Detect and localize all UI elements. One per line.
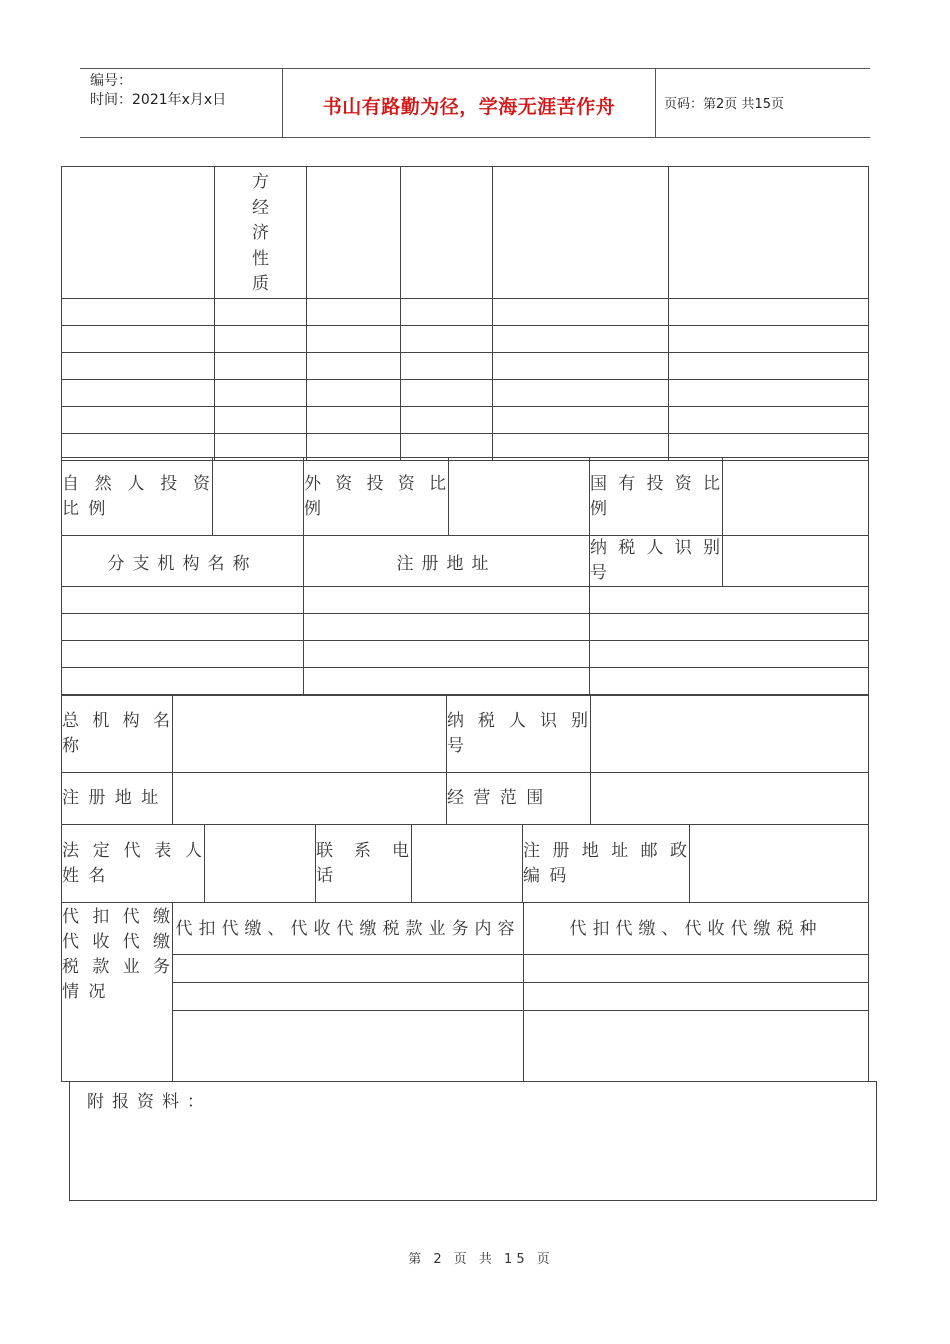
table-cell[interactable] bbox=[307, 352, 401, 379]
hq-taxid-label: 纳 税 人 识 别 号 bbox=[447, 696, 591, 773]
vertical-header-char: 性 bbox=[252, 248, 269, 269]
table-row bbox=[62, 298, 869, 325]
withholding-content-header: 代扣代缴、代收代缴税款业务内容 bbox=[173, 903, 524, 955]
table-cell[interactable] bbox=[215, 352, 307, 379]
page-prefix: 页码：第 bbox=[664, 97, 717, 112]
table-cell[interactable] bbox=[62, 433, 215, 460]
serial-label: 编号： bbox=[90, 73, 132, 89]
table-cell[interactable] bbox=[307, 406, 401, 433]
table-cell[interactable] bbox=[401, 167, 493, 299]
table-cell[interactable] bbox=[401, 379, 493, 406]
phone-field[interactable] bbox=[412, 825, 523, 903]
table-cell[interactable] bbox=[590, 668, 869, 695]
table-cell[interactable] bbox=[173, 955, 524, 983]
vertical-header-char: 质 bbox=[252, 274, 269, 294]
branch-table bbox=[61, 535, 869, 695]
table-cell[interactable] bbox=[590, 641, 869, 668]
table-cell[interactable] bbox=[62, 298, 215, 325]
table-row bbox=[62, 352, 869, 379]
table-cell[interactable] bbox=[493, 379, 669, 406]
withholding-type-header: 代扣代缴、代收代缴税种 bbox=[524, 903, 869, 955]
withholding-table bbox=[61, 902, 869, 1082]
legal-rep-label: 法 定 代 表 人 姓 名 bbox=[62, 825, 205, 903]
table-cell[interactable] bbox=[215, 325, 307, 352]
table-cell[interactable] bbox=[669, 406, 869, 433]
vertical-header-char: 经 bbox=[252, 197, 269, 218]
page-suffix: 页 bbox=[770, 97, 784, 112]
economic-nature-header bbox=[215, 167, 307, 299]
header-meta bbox=[90, 72, 226, 110]
table-row bbox=[62, 955, 869, 983]
table-cell[interactable] bbox=[493, 298, 669, 325]
hq-taxid-field[interactable] bbox=[591, 696, 869, 773]
foreign-ratio-label: 外 资 投 资 比 例 bbox=[304, 458, 449, 536]
table-cell[interactable] bbox=[173, 983, 524, 1011]
table-cell[interactable] bbox=[590, 614, 869, 641]
table-cell[interactable] bbox=[669, 379, 869, 406]
table-row bbox=[62, 433, 869, 460]
investor-table bbox=[61, 166, 869, 461]
table-cell[interactable] bbox=[669, 298, 869, 325]
table-cell[interactable] bbox=[669, 325, 869, 352]
state-ratio-label: 国 有 投 资 比 例 bbox=[590, 458, 723, 536]
table-cell[interactable] bbox=[493, 325, 669, 352]
table-cell[interactable] bbox=[493, 406, 669, 433]
page-header bbox=[80, 68, 870, 138]
hq-scope-field[interactable] bbox=[591, 773, 869, 825]
foreign-ratio-field[interactable] bbox=[449, 458, 590, 536]
table-cell[interactable] bbox=[62, 614, 304, 641]
investment-ratio-table bbox=[61, 457, 869, 536]
table-cell[interactable] bbox=[307, 298, 401, 325]
vertical-header-char: 济 bbox=[252, 223, 269, 243]
table-cell[interactable] bbox=[401, 406, 493, 433]
legal-rep-field[interactable] bbox=[205, 825, 316, 903]
table-cell[interactable] bbox=[401, 433, 493, 460]
table-cell[interactable] bbox=[304, 641, 590, 668]
table-cell[interactable] bbox=[62, 325, 215, 352]
branch-address-header: 注册地址 bbox=[304, 536, 590, 587]
table-cell[interactable] bbox=[669, 433, 869, 460]
vertical-header-char: 方 bbox=[252, 172, 269, 192]
table-cell[interactable] bbox=[62, 167, 215, 299]
table-cell[interactable] bbox=[307, 325, 401, 352]
page-footer: 第 2 页 共 15 页 bbox=[408, 1252, 554, 1267]
header-divider bbox=[655, 69, 656, 137]
page-mid: 页 共 bbox=[724, 97, 755, 112]
hq-address-field[interactable] bbox=[173, 773, 447, 825]
attachments-box[interactable] bbox=[69, 1081, 877, 1201]
hq-scope-label: 经 营 范 围 bbox=[447, 773, 591, 825]
table-row bbox=[62, 668, 869, 695]
postcode-field[interactable] bbox=[690, 825, 869, 903]
header-motto: 书山有路勤为径，学海无涯苦作舟 bbox=[322, 96, 616, 118]
table-row bbox=[62, 587, 869, 614]
table-row bbox=[62, 983, 869, 1011]
time-label: 时间：2021年x月x日 bbox=[90, 92, 227, 108]
table-row bbox=[62, 641, 869, 668]
table-cell[interactable] bbox=[307, 379, 401, 406]
table-cell[interactable] bbox=[62, 352, 215, 379]
natural-person-ratio-label: 自 然 人 投 资 比 例 bbox=[62, 458, 213, 536]
phone-label: 联 系 电 话 bbox=[316, 825, 412, 903]
natural-person-ratio-field[interactable] bbox=[213, 458, 304, 536]
page-num: 2 bbox=[716, 97, 725, 112]
table-cell[interactable] bbox=[173, 1011, 524, 1082]
table-cell[interactable] bbox=[304, 614, 590, 641]
table-row bbox=[62, 406, 869, 433]
table-cell[interactable] bbox=[304, 587, 590, 614]
table-cell[interactable] bbox=[62, 587, 304, 614]
hq-name-label: 总 机 构 名 称 bbox=[62, 696, 173, 773]
branch-taxid-header: 纳 税 人 识 别 号 bbox=[590, 536, 723, 587]
postcode-label: 注 册 地 址 邮 政 编 码 bbox=[523, 825, 690, 903]
table-cell[interactable] bbox=[62, 406, 215, 433]
table-cell[interactable] bbox=[62, 668, 304, 695]
withholding-side-label: 代 扣 代 缴 代 收 代 缴 税 款 业 务 情 况 bbox=[62, 903, 173, 1082]
table-cell[interactable] bbox=[524, 955, 869, 983]
table-cell[interactable] bbox=[401, 352, 493, 379]
header-page-number bbox=[664, 93, 784, 112]
table-cell[interactable] bbox=[401, 325, 493, 352]
table-cell[interactable] bbox=[493, 167, 669, 299]
table-cell[interactable] bbox=[590, 587, 869, 614]
table-row bbox=[62, 379, 869, 406]
table-cell[interactable] bbox=[307, 167, 401, 299]
table-row bbox=[62, 1011, 869, 1082]
contact-table bbox=[61, 824, 869, 903]
table-cell[interactable] bbox=[62, 641, 304, 668]
head-office-table bbox=[61, 695, 869, 825]
page-total: 15 bbox=[754, 97, 771, 112]
table-cell[interactable] bbox=[524, 983, 869, 1011]
hq-address-label: 注 册 地 址 bbox=[62, 773, 173, 825]
table-cell bbox=[723, 536, 869, 587]
table-cell[interactable] bbox=[307, 433, 401, 460]
table-cell[interactable] bbox=[215, 298, 307, 325]
hq-name-field[interactable] bbox=[173, 696, 447, 773]
table-cell[interactable] bbox=[669, 352, 869, 379]
table-cell[interactable] bbox=[62, 379, 215, 406]
table-cell[interactable] bbox=[669, 167, 869, 299]
table-cell[interactable] bbox=[215, 406, 307, 433]
table-cell[interactable] bbox=[493, 352, 669, 379]
table-cell[interactable] bbox=[401, 298, 493, 325]
table-cell[interactable] bbox=[493, 433, 669, 460]
branch-name-header: 分支机构名称 bbox=[62, 536, 304, 587]
table-cell[interactable] bbox=[215, 379, 307, 406]
table-cell[interactable] bbox=[524, 1011, 869, 1082]
state-ratio-field[interactable] bbox=[723, 458, 869, 536]
table-cell[interactable] bbox=[304, 668, 590, 695]
table-row bbox=[62, 614, 869, 641]
attachments-label: 附报资料： bbox=[87, 1092, 212, 1112]
table-row bbox=[62, 325, 869, 352]
table-cell[interactable] bbox=[215, 433, 307, 460]
